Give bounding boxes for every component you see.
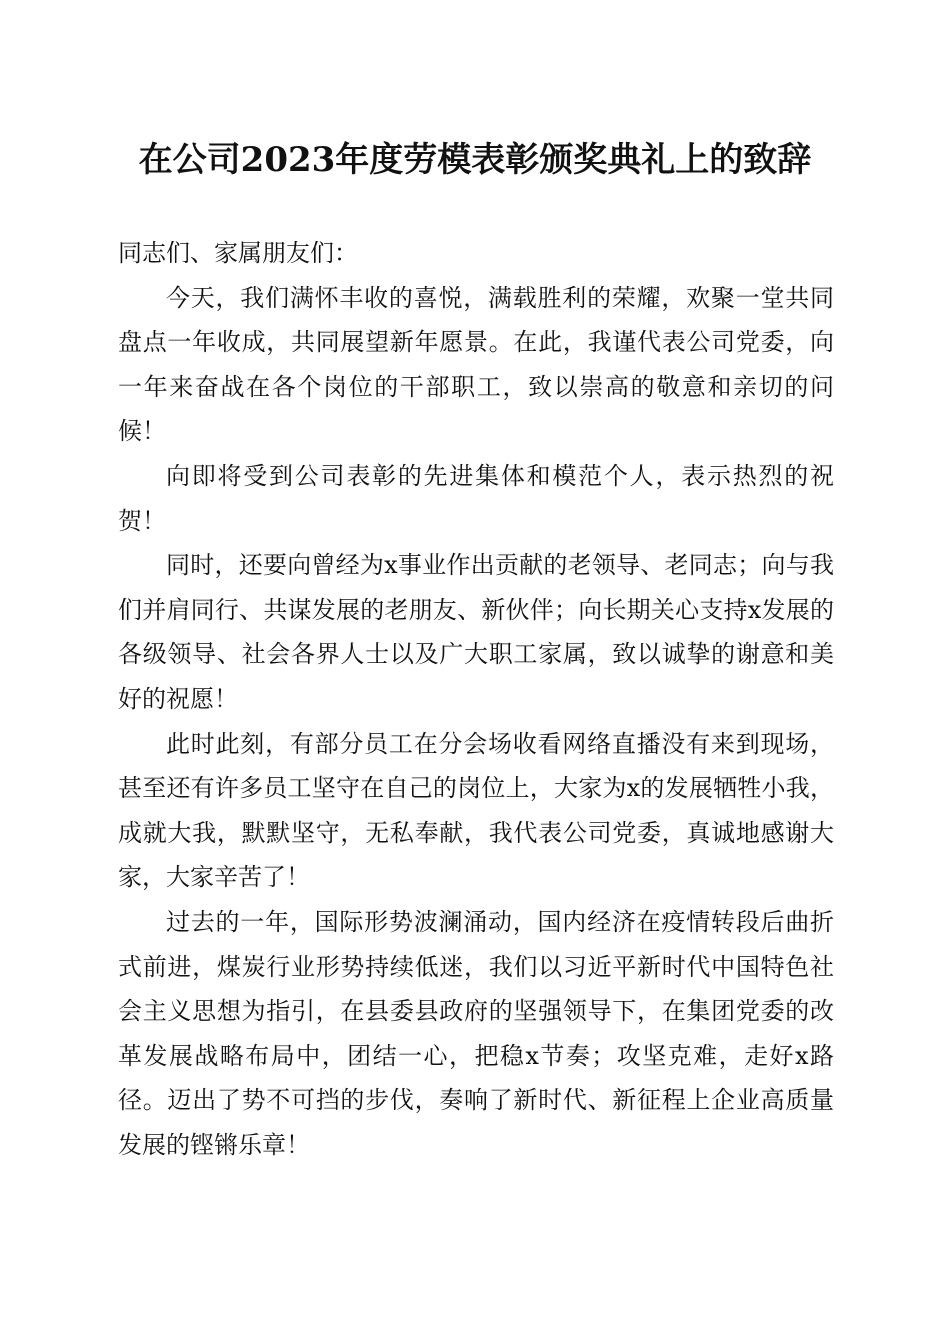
paragraph-staff-appreciation: 此时此刻，有部分员工在分会场收看网络直播没有来到现场，甚至还有许多员工坚守在自己的岗位上，大家为x的发展牺牲小我，成就大我，默默坚守，无私奉献，我代表公司党委，真诚地感谢大家，大家辛苦了！ [118, 729, 834, 892]
paragraph-congratulations: 向即将受到公司表彰的先进集体和模范个人，表示热烈的祝贺！ [118, 461, 834, 535]
paragraph-greeting: 今天，我们满怀丰收的喜悦，满载胜利的荣耀，欢聚一堂共同盘点一年收成，共同展望新年愿景。在此，我谨代表公司党委，向一年来奋战在各个岗位的干部职工，致以崇高的敬意和亲切的问候！ [118, 283, 834, 446]
paragraph-thanks: 同时，还要向曾经为x事业作出贡献的老领导、老同志；向与我们并肩同行、共谋发展的老朋友、新伙伴；向长期关心支持x发展的各级领导、社会各界人士以及广大职工家属，致以诚挚的谢意和美好的祝愿！ [118, 551, 834, 713]
salutation: 同志们、家属朋友们： [118, 239, 358, 267]
paragraph-year-review: 过去的一年，国际形势波澜涌动，国内经济在疫情转段后曲折式前进，煤炭行业形势持续低迷，我们以习近平新时代中国特色社会主义思想为指引，在县委县政府的坚强领导下，在集团党委的改革发展战略布局中，团结一心，把稳x节奏；攻坚克难，走好x路径。迈出了势不可挡的步伐，奏响了新时代、新征程上企业高质量发展的铿锵乐章！ [118, 907, 834, 1159]
document-title: 在公司2023年度劳模表彰颁奖典礼上的致辞 [138, 140, 812, 180]
document-body [118, 231, 834, 1167]
